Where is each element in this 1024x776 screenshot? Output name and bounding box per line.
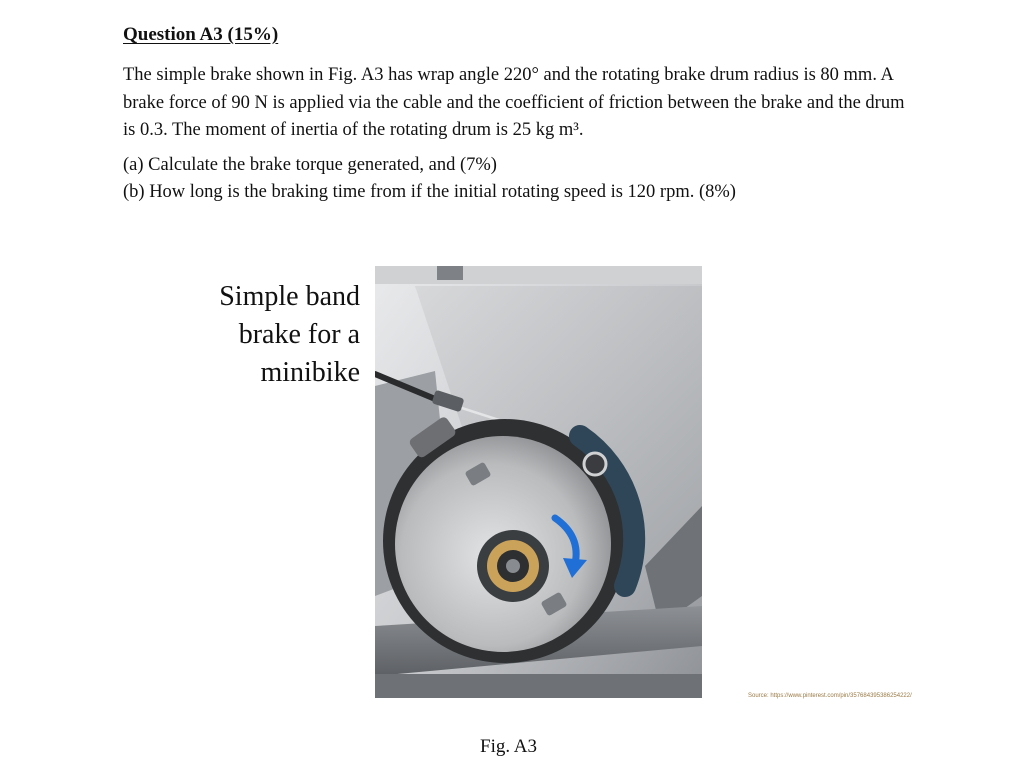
figure-label-line-3: minibike <box>260 357 360 388</box>
figure-caption: Fig. A3 <box>480 736 538 757</box>
figure-a3 <box>200 266 940 706</box>
question-heading: Question A3 (15%) <box>123 24 279 45</box>
figure-label-line-2: brake for a <box>238 319 360 350</box>
question-parts <box>123 152 913 206</box>
question-body: The simple brake shown in Fig. A3 has wrap angle 220° and the rotating brake drum radius is 80 mm. A brake force of 90 N is applied via the cable and the coefficient of friction between the brake and the drum is 0.3. The moment of inertia of the rotating drum is 25 kg m³. <box>123 65 905 140</box>
top-strip <box>375 266 702 284</box>
hub-nut <box>506 559 520 573</box>
figure-label <box>200 278 360 392</box>
band-brake-photo <box>375 266 702 698</box>
part-b: (b) How long is the braking time from if the initial rotating speed is 120 rpm. (8%) <box>123 182 736 202</box>
top-post <box>437 266 463 280</box>
image-source: Source: https://www.pinterest.com/pin/357684395386254222/ <box>748 693 912 699</box>
frame-rail-bottom <box>375 674 702 698</box>
figure-label-line-1: Simple band <box>219 281 360 312</box>
band-anchor <box>584 453 606 475</box>
part-a: (a) Calculate the brake torque generated, and (7%) <box>123 155 497 175</box>
